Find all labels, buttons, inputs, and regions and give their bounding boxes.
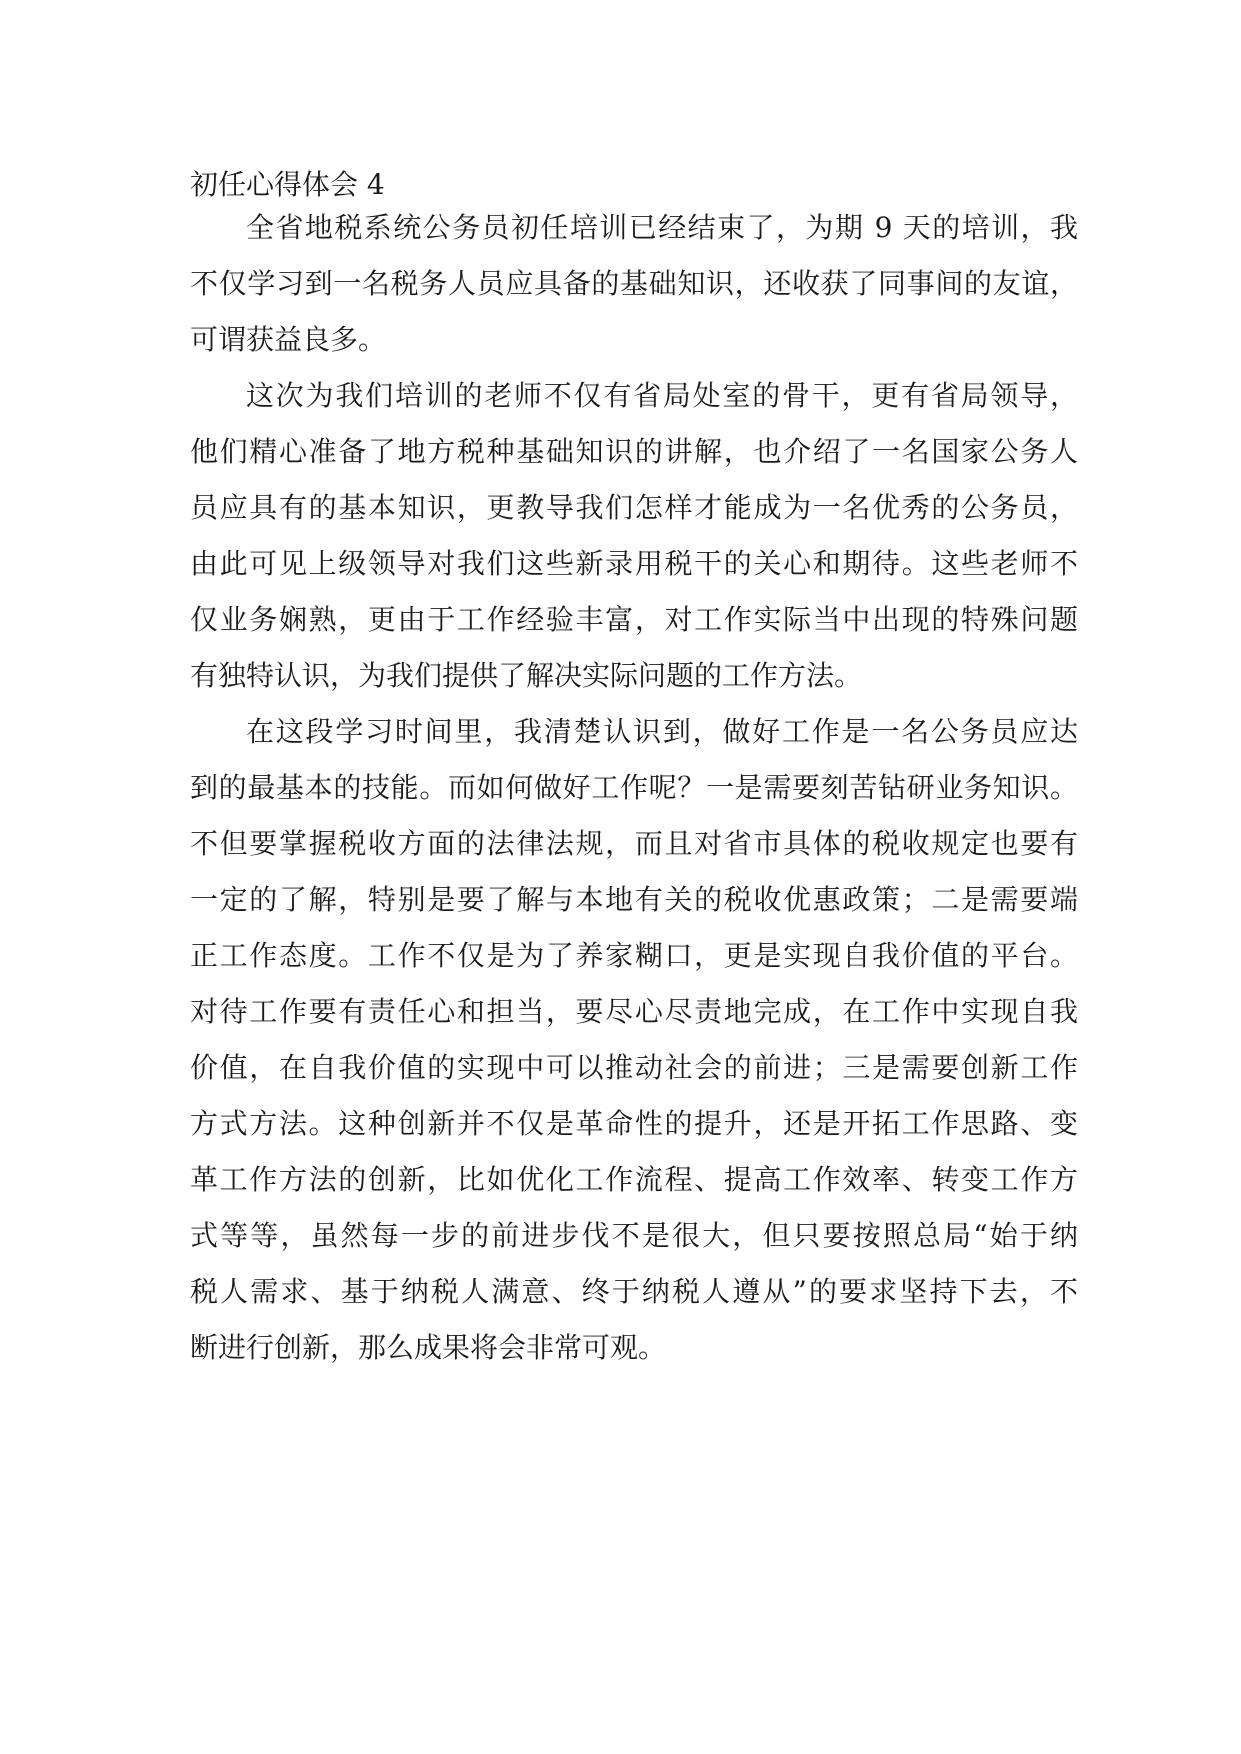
paragraph-line: 员应具有的基本知识，更教导我们怎样才能成为一名优秀的公务员， <box>190 491 1078 524</box>
paragraph-line: 断进行创新，那么成果将会非常可观。 <box>190 1331 667 1364</box>
paragraph-line: 式等等，虽然每一步的前进步伐不是很大，但只要按照总局“始于纳 <box>190 1219 1078 1252</box>
paragraph-line: 全省地税系统公务员初任培训已经结束了，为期 9 天的培训，我 <box>246 211 1078 244</box>
paragraph-line: 他们精心准备了地方税种基础知识的讲解，也介绍了一名国家公务人 <box>190 435 1078 468</box>
paragraph-line: 正工作态度。工作不仅是为了养家糊口，更是实现自我价值的平台。 <box>190 939 1078 972</box>
paragraph-line: 这次为我们培训的老师不仅有省局处室的骨干，更有省局领导， <box>246 379 1078 412</box>
paragraph-line: 仅业务娴熟，更由于工作经验丰富，对工作实际当中出现的特殊问题 <box>190 603 1078 636</box>
paragraph-line: 由此可见上级领导对我们这些新录用税干的关心和期待。这些老师不 <box>190 547 1078 580</box>
paragraph-line: 在这段学习时间里，我清楚认识到，做好工作是一名公务员应达 <box>246 715 1078 748</box>
paragraph-line: 对待工作要有责任心和担当，要尽心尽责地完成，在工作中实现自我 <box>190 995 1078 1028</box>
paragraph-line: 不仅学习到一名税务人员应具备的基础知识，还收获了同事间的友谊， <box>190 267 1078 300</box>
paragraph-line: 税人需求、基于纳税人满意、终于纳税人遵从”的要求坚持下去，不 <box>190 1275 1078 1308</box>
document-title: 初任心得体会 4 <box>190 168 385 201</box>
paragraph-line: 到的最基本的技能。而如何做好工作呢？一是需要刻苦钻研业务知识。 <box>190 771 1078 804</box>
paragraph-line: 方式方法。这种创新并不仅是革命性的提升，还是开拓工作思路、变 <box>190 1107 1078 1140</box>
paragraph-line: 价值，在自我价值的实现中可以推动社会的前进；三是需要创新工作 <box>190 1051 1078 1084</box>
paragraph-line: 革工作方法的创新，比如优化工作流程、提高工作效率、转变工作方 <box>190 1163 1078 1196</box>
paragraph-line: 一定的了解，特别是要了解与本地有关的税收优惠政策；二是需要端 <box>190 883 1078 916</box>
paragraph-line: 可谓获益良多。 <box>190 323 387 356</box>
paragraph-line: 不但要掌握税收方面的法律法规，而且对省市具体的税收规定也要有 <box>190 827 1078 860</box>
paragraph-line: 有独特认识，为我们提供了解决实际问题的工作方法。 <box>190 659 863 692</box>
